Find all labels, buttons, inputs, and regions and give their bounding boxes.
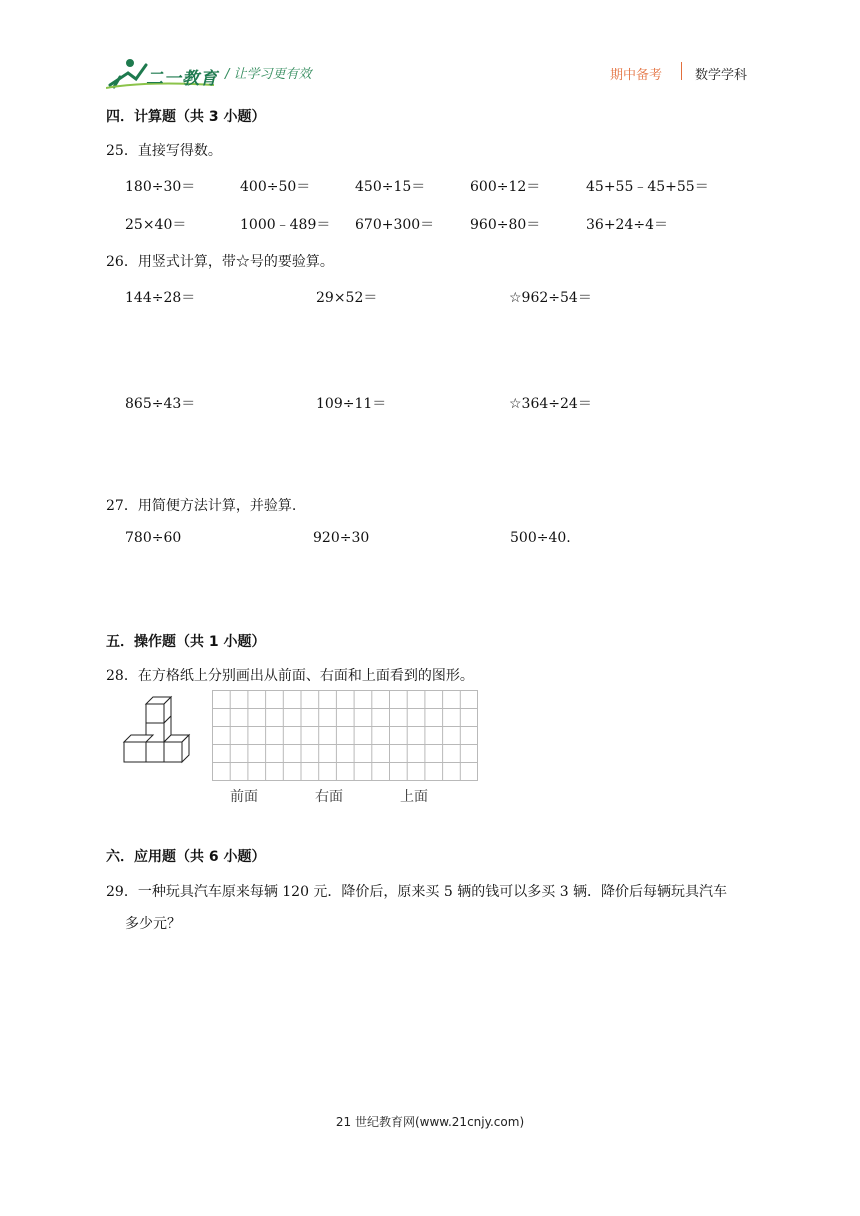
- q25-expr: 25×40＝: [125, 217, 187, 233]
- q26-expr: 865÷43＝: [125, 396, 196, 412]
- q25-expr: 400÷50＝: [240, 179, 311, 195]
- q25-expr: 1000﹣489＝: [240, 217, 331, 233]
- section-4-title: 四．计算题（共 3 小题）: [106, 109, 266, 125]
- q27-expr: 920÷30: [313, 530, 370, 546]
- section-6-title: 六．应用题（共 6 小题）: [106, 849, 266, 865]
- slogan: / 让学习更有效: [225, 67, 312, 82]
- q26-expr: 109÷11＝: [316, 396, 387, 412]
- caption-top: 上面: [400, 789, 428, 805]
- q25-expr: 960÷80＝: [470, 217, 541, 233]
- section-5-title: 五．操作题（共 1 小题）: [106, 634, 266, 650]
- q27-expr: 500÷40.: [510, 530, 571, 546]
- q25-expr: 36+24÷4＝: [586, 217, 668, 233]
- q25-expr: 450÷15＝: [355, 179, 426, 195]
- q26-expr: 144÷28＝: [125, 290, 196, 306]
- question-28-prompt: 28．在方格纸上分别画出从前面、右面和上面看到的图形。: [106, 668, 474, 684]
- q27-expr: 780÷60: [125, 530, 182, 546]
- question-29-line1: 29．一种玩具汽车原来每辆 120 元．降价后，原来买 5 辆的钱可以多买 3 辆．降价后每辆玩具汽车: [106, 884, 728, 900]
- logo-text: 二一教育: [146, 69, 218, 89]
- q25-expr: 45+55﹣45+55＝: [586, 179, 709, 195]
- question-25-prompt: 25．直接写得数。: [106, 143, 222, 159]
- q26-expr: ☆962÷54＝: [509, 290, 592, 306]
- cube-stack-figure: [120, 694, 196, 766]
- q25-expr: 670+300＝: [355, 217, 435, 233]
- grid-paper: [212, 690, 479, 782]
- exam-tag: 期中备考: [610, 68, 663, 83]
- question-26-prompt: 26．用竖式计算，带☆号的要验算。: [106, 254, 334, 270]
- question-27-prompt: 27．用简便方法计算，并验算.: [106, 498, 297, 514]
- q26-expr: ☆364÷24＝: [509, 396, 592, 412]
- q25-expr: 180÷30＝: [125, 179, 196, 195]
- header-divider: [681, 62, 682, 80]
- q25-expr: 600÷12＝: [470, 179, 541, 195]
- question-29-line2: 多少元？: [125, 916, 181, 932]
- caption-front: 前面: [230, 789, 258, 805]
- subject-tag: 数学学科: [695, 68, 748, 83]
- caption-right: 右面: [315, 789, 343, 805]
- page-footer: 21 世纪教育网(www.21cnjy.com): [335, 1115, 525, 1129]
- q26-expr: 29×52＝: [316, 290, 378, 306]
